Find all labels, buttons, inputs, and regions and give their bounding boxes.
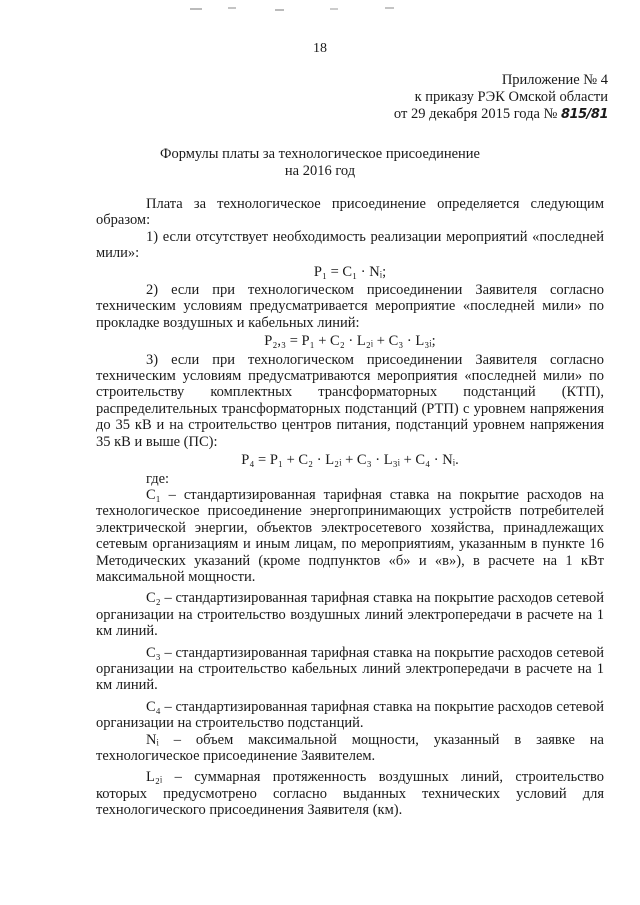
- appendix-date-text: от 29 декабря 2015 года №: [393, 106, 558, 122]
- title-line-2: на 2016 год: [284, 163, 356, 179]
- document-body: [96, 196, 604, 819]
- definition-c2: C₂ – стандартизированная тарифная ставка на покрытие расходов сетевой организации на строительство воздушных линий электропередачи в расчете на 1 км линий.: [96, 590, 604, 640]
- definition-c4: C₄ – стандартизированная тарифная ставка на покрытие расходов сетевой организации на строительство подстанций.: [96, 698, 604, 732]
- appendix-header: [394, 72, 608, 123]
- title-line-1: Формулы платы за технологическое присоединение: [159, 146, 480, 162]
- paragraph-case-1: 1) если отсутствует необходимость реализации мероприятий «последней мили»:: [96, 228, 604, 262]
- appendix-number: Приложение № 4: [501, 72, 608, 88]
- page-number: 18: [313, 41, 327, 56]
- definition-c1: C₁ – стандартизированная тарифная ставка на покрытие расходов на технологическое присоединение энергопринимающих устройств потребителей электрической энергии, объектов электросетевого хозяйства, принадлежащих сетевым организациям и иным лицам, по мероприятиям, указанным в пункте 16 Методических указаний (кроме подпунктов «б» и «в»), в расчете на 1 кВт максимальной мощности.: [96, 486, 604, 585]
- appendix-order-ref: к приказу РЭК Омской области: [414, 89, 608, 105]
- paragraph-intro: Плата за технологическое присоединение определяется следующим образом:: [96, 196, 604, 229]
- paragraph-where: где:: [146, 470, 170, 487]
- handwritten-order-number: 815/81: [561, 107, 608, 122]
- document-title: [0, 146, 640, 180]
- paragraph-case-3: 3) если при технологическом присоединении Заявителя согласно техническим условиям предусматриваются мероприятия «последней мили» по строительству комплектных трансформаторных подстанций (КТП), распределительных трансформаторных подстанций (РТП) с уровнем напряжения до 35 кВ и на строительство центров питания, подстанций уровнем напряжения 35 кВ и выше (ПС):: [96, 351, 604, 450]
- paragraph-case-2: 2) если при технологическом присоединении Заявителя согласно техническим условиям предусматривается мероприятие «последней мили» по прокладке воздушных и кабельных линий:: [96, 282, 604, 331]
- formula-p1: P₁ = C₁ · Nᵢ;: [313, 263, 387, 280]
- formula-p4: P₄ = P₁ + C₂ · L₂ᵢ + C₃ · L₃ᵢ + C₄ · Nᵢ.: [241, 452, 459, 469]
- formula-p23: P₂,₃ = P₁ + C₂ · L₂ᵢ + C₃ · L₃ᵢ;: [264, 333, 436, 350]
- scan-artifact: [180, 6, 420, 14]
- definition-l2i: L₂ᵢ – суммарная протяженность воздушных линий, строительство которых предусмотрено согласно выданных технических условий для технологического присоединения Заявителя (км).: [96, 769, 604, 819]
- definition-c3: C₃ – стандартизированная тарифная ставка на покрытие расходов сетевой организации на строительство кабельных линий электропередачи в расчете на 1 км линий.: [96, 644, 604, 694]
- definition-ni: Nᵢ – объем максимальной мощности, указанный в заявке на технологическое присоединение Заявителем.: [96, 731, 604, 764]
- appendix-order-date: [394, 106, 608, 123]
